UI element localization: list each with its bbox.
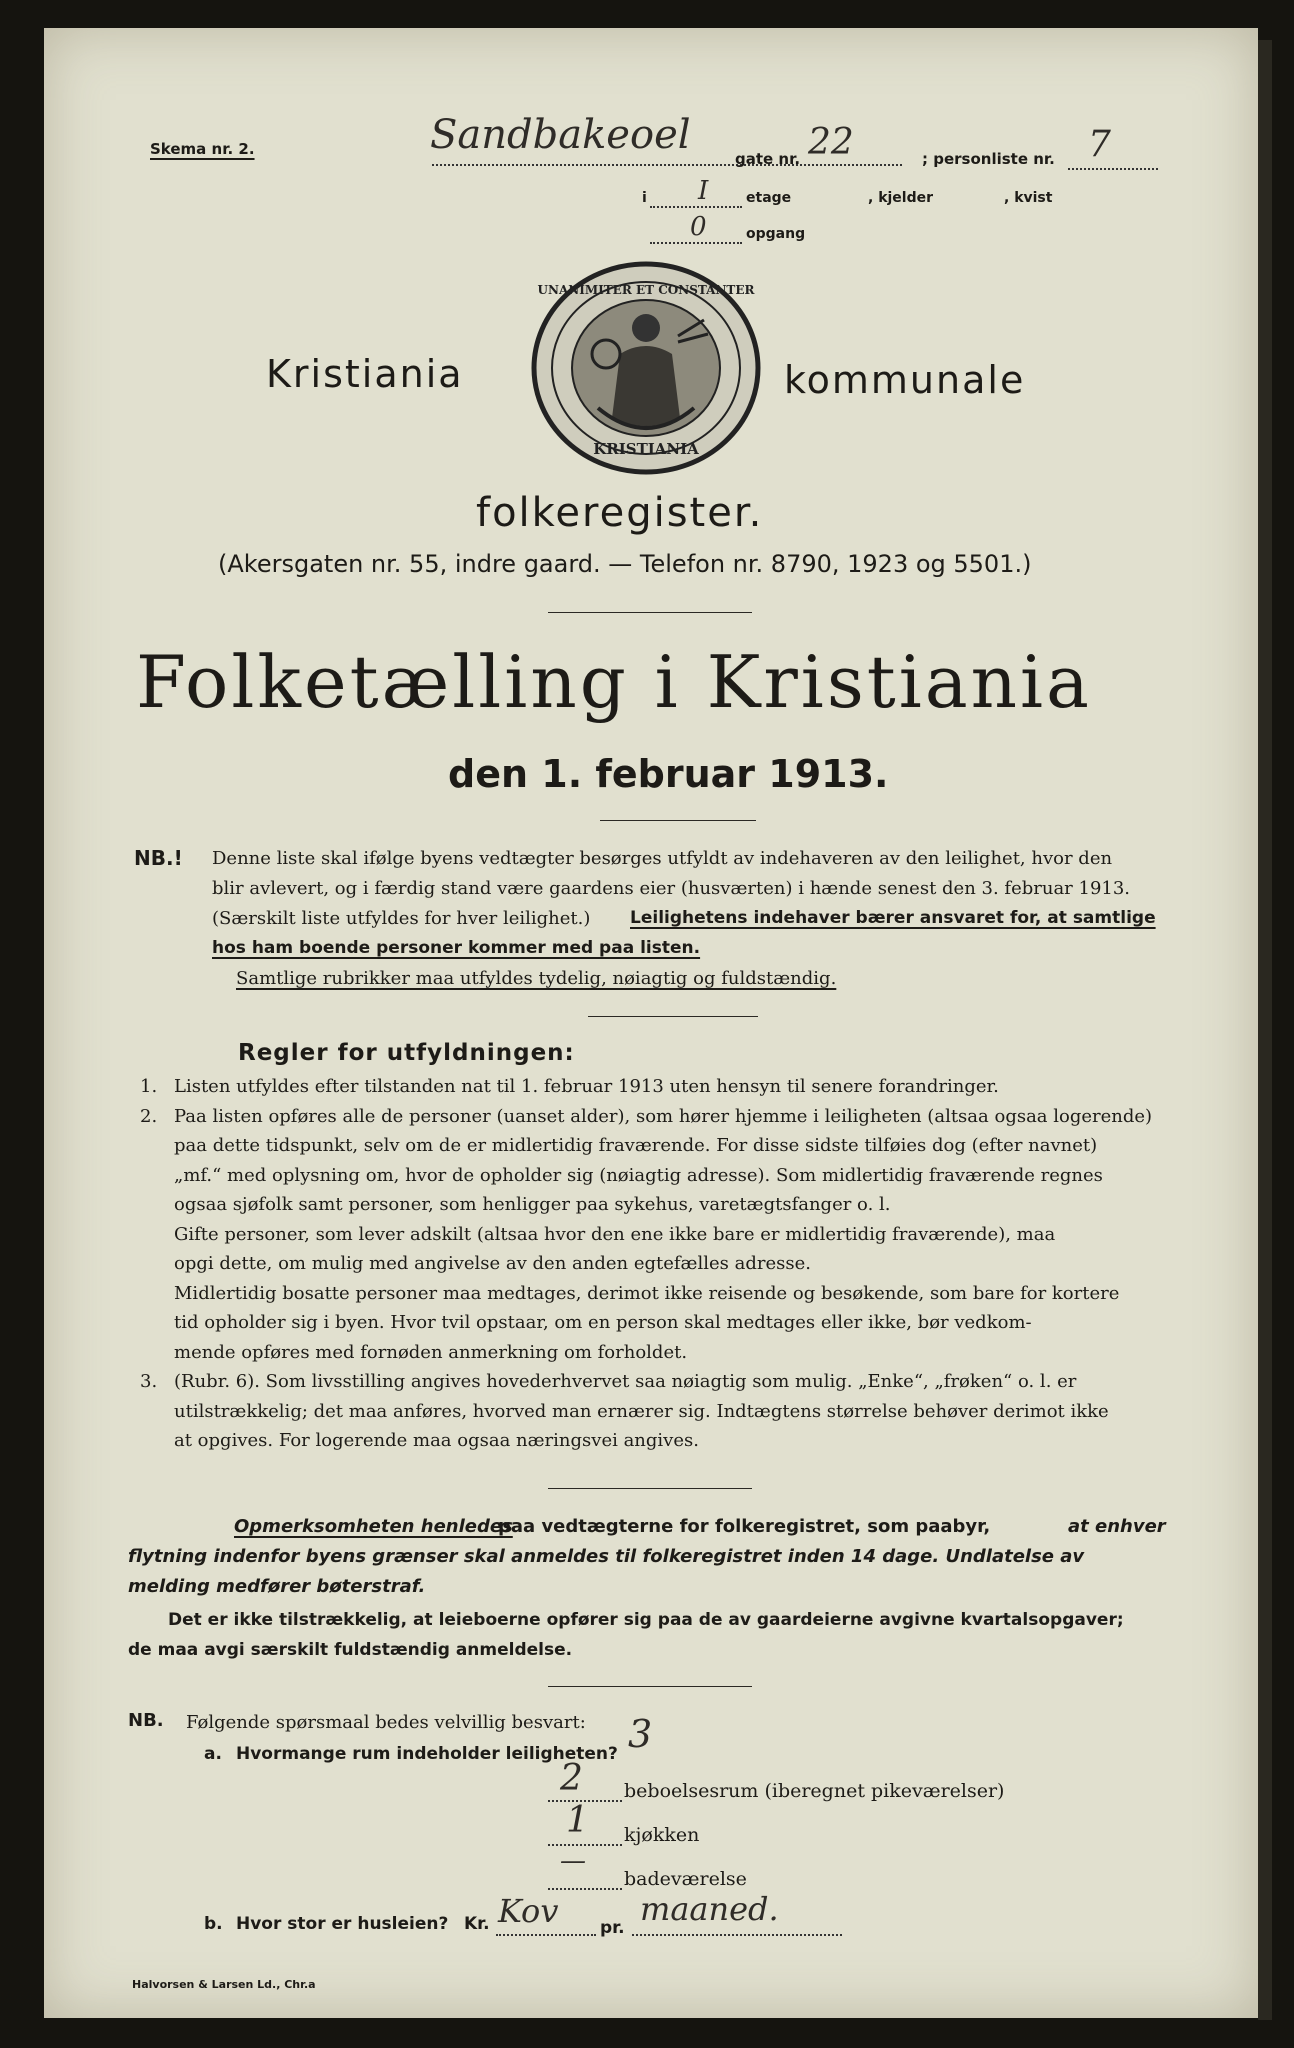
etage-field-line	[650, 206, 742, 208]
seal-right-word: kommunale	[784, 358, 1026, 402]
rule-number: 1.	[140, 1076, 158, 1097]
question-a-text: Hvormange rum indeholder leiligheten?	[236, 1744, 618, 1764]
nb-line-4: hos ham boende personer kommer med paa listen.	[212, 938, 701, 958]
notice-line-1c: at enhver	[1068, 1516, 1166, 1537]
rule-line: utilstrækkelig; det maa anføres, hvorved man ernærer sig. Indtægtens størrelse behøver derimot ikke	[174, 1401, 1109, 1422]
nb-line-3a: (Særskilt liste utfyldes for hver leilighet.)	[212, 908, 591, 929]
i-label: i	[642, 190, 647, 206]
nb-line-5: Samtlige rubrikker maa utfyldes tydelig, nøiagtig og fuldstændig.	[236, 968, 837, 989]
rule-line: paa dette tidspunkt, selv om de er midlertidig fraværende. For disse sidste tilføies dog (efter navnet)	[174, 1135, 1098, 1156]
divider-4	[548, 1488, 752, 1489]
rule-line: mende opføres med fornøden anmerkning om forholdet.	[174, 1342, 688, 1363]
questions-nb-label: NB.	[128, 1710, 164, 1731]
nb-label: NB.!	[134, 846, 183, 870]
rule-line: Gifte personer, som lever adskilt (altsaa hvor den ene ikke bare er midlertidig fraværende), maa	[174, 1224, 1056, 1245]
question-b-label: b.	[204, 1914, 223, 1934]
svg-text:UNANIMITER ET CONSTANTER: UNANIMITER ET CONSTANTER	[537, 283, 755, 297]
office-title: folkeregister.	[476, 490, 764, 536]
rule-line: at opgives. For logerende maa ogsaa næringsvei angives.	[174, 1430, 699, 1451]
notice-line-5: de maa avgi særskilt fuldstændig anmeldelse.	[128, 1640, 573, 1660]
bath-answer: —	[560, 1846, 586, 1876]
rules-heading: Regler for utfyldningen:	[238, 1040, 575, 1066]
kr-label: Kr.	[464, 1914, 490, 1934]
kitchen-label: kjøkken	[624, 1824, 700, 1846]
kitchen-answer: 1	[566, 1800, 589, 1841]
question-a-answer: 3	[628, 1712, 653, 1756]
kjelder-label: , kjelder	[868, 190, 934, 206]
personliste-field-line	[1068, 168, 1158, 170]
nb-line-3b: Leilighetens indehaver bærer ansvaret for, at samtlige	[630, 908, 1156, 928]
opgang-value: 0	[690, 212, 707, 242]
street-field-line	[432, 164, 902, 166]
rule-line: Listen utfyldes efter tilstanden nat til 1. februar 1913 uten hensyn til senere forandringer.	[174, 1076, 999, 1097]
notice-line-1a: Opmerksomheten henledes	[234, 1516, 513, 1537]
rule-line: Midlertidig bosatte personer maa medtages, derimot ikke reisende og besøkende, som bare for kortere	[174, 1283, 1120, 1304]
opgang-label: opgang	[746, 226, 806, 242]
nb-line-1: Denne liste skal ifølge byens vedtægter besørges utfyldt av indehaveren av den leilighet, hvor den	[212, 848, 1113, 869]
etage-value: I	[698, 176, 709, 206]
kvist-label: , kvist	[1004, 190, 1053, 206]
printer-credit: Halvorsen & Larsen Ld., Chr.a	[132, 1978, 316, 1991]
divider-5	[548, 1686, 752, 1687]
bath-label: badeværelse	[624, 1868, 747, 1890]
schema-label: Skema nr. 2.	[150, 140, 255, 158]
kr-field-line	[496, 1934, 596, 1936]
divider-3	[588, 1016, 758, 1017]
city-seal-icon	[528, 258, 764, 478]
svg-text:KRISTIANIA: KRISTIANIA	[593, 440, 699, 458]
rule-line: „mf.“ med oplysning om, hvor de opholder sig (nøiagtig adresse). Som midlertidig fraværende regnes	[174, 1165, 1103, 1186]
questions-intro: Følgende spørsmaal bedes velvillig besvart:	[186, 1712, 586, 1733]
rule-line: (Rubr. 6). Som livsstilling angives hovederhvervet saa nøiagtig som mulig. „Enke“, „frøken“ o. l. er	[174, 1371, 1077, 1392]
binding-edge	[1258, 40, 1272, 2020]
bath-field-line	[548, 1888, 622, 1890]
question-a-label: a.	[204, 1744, 222, 1764]
notice-line-2: flytning indenfor byens grænser skal anmeldes til folkeregistret inden 14 dage. Undlatelse av	[128, 1546, 1085, 1567]
opgang-field-line	[650, 242, 742, 244]
nb-line-2: blir avlevert, og i færdig stand være gaardens eier (husværten) i hænde senest den 3. februar 1913.	[212, 878, 1131, 899]
personliste-number: 7	[1088, 124, 1111, 165]
etage-label: etage	[746, 190, 792, 206]
rule-line: tid opholder sig i byen. Hvor tvil opstaar, om en person skal medtages eller ikke, bør vedkom-	[174, 1312, 1032, 1333]
date-line: den 1. februar 1913.	[448, 752, 889, 796]
main-title: Folketælling i Kristiania	[136, 640, 1092, 724]
rule-line: opgi dette, om mulig med angivelse av den anden egtefælles adresse.	[174, 1253, 811, 1274]
gate-label: gate nr.	[735, 150, 801, 168]
rule-line: ogsaa sjøfolk samt personer, som henligger paa sykehus, varetægtsfanger o. l.	[174, 1194, 891, 1215]
rooms-answer: 2	[560, 1758, 583, 1799]
rule-number: 2.	[140, 1106, 158, 1127]
pr-answer: maaned.	[640, 1890, 779, 1928]
pr-label: pr.	[600, 1918, 625, 1938]
notice-line-3: melding medfører bøterstraf.	[128, 1576, 426, 1597]
pr-field-line	[632, 1934, 842, 1936]
personliste-label: ; personliste nr.	[922, 150, 1055, 168]
office-address: (Akersgaten nr. 55, indre gaard. — Telefon nr. 8790, 1923 og 5501.)	[218, 550, 1032, 578]
divider-1	[548, 612, 752, 613]
seal-left-word: Kristiania	[266, 352, 464, 396]
notice-line-1b: paa vedtægterne for folkeregistret, som paabyr,	[498, 1516, 991, 1537]
rooms-label: beboelsesrum (iberegnet pikeværelser)	[624, 1780, 1005, 1802]
rule-line: Paa listen opføres alle de personer (uanset alder), som hører hjemme i leiligheten (altsaa ogsaa logerende)	[174, 1106, 1153, 1127]
gate-number: 22	[808, 122, 854, 163]
question-b-text: Hvor stor er husleien?	[236, 1914, 449, 1934]
rule-number: 3.	[140, 1371, 158, 1392]
kr-answer: Kov	[498, 1892, 559, 1930]
divider-2	[600, 820, 756, 821]
street-name-handwritten: Sandbakeoel	[430, 112, 691, 158]
notice-line-4: Det er ikke tilstrækkelig, at leieboerne opfører sig paa de av gaardeierne avgivne kvartalsopgaver;	[168, 1610, 1124, 1630]
